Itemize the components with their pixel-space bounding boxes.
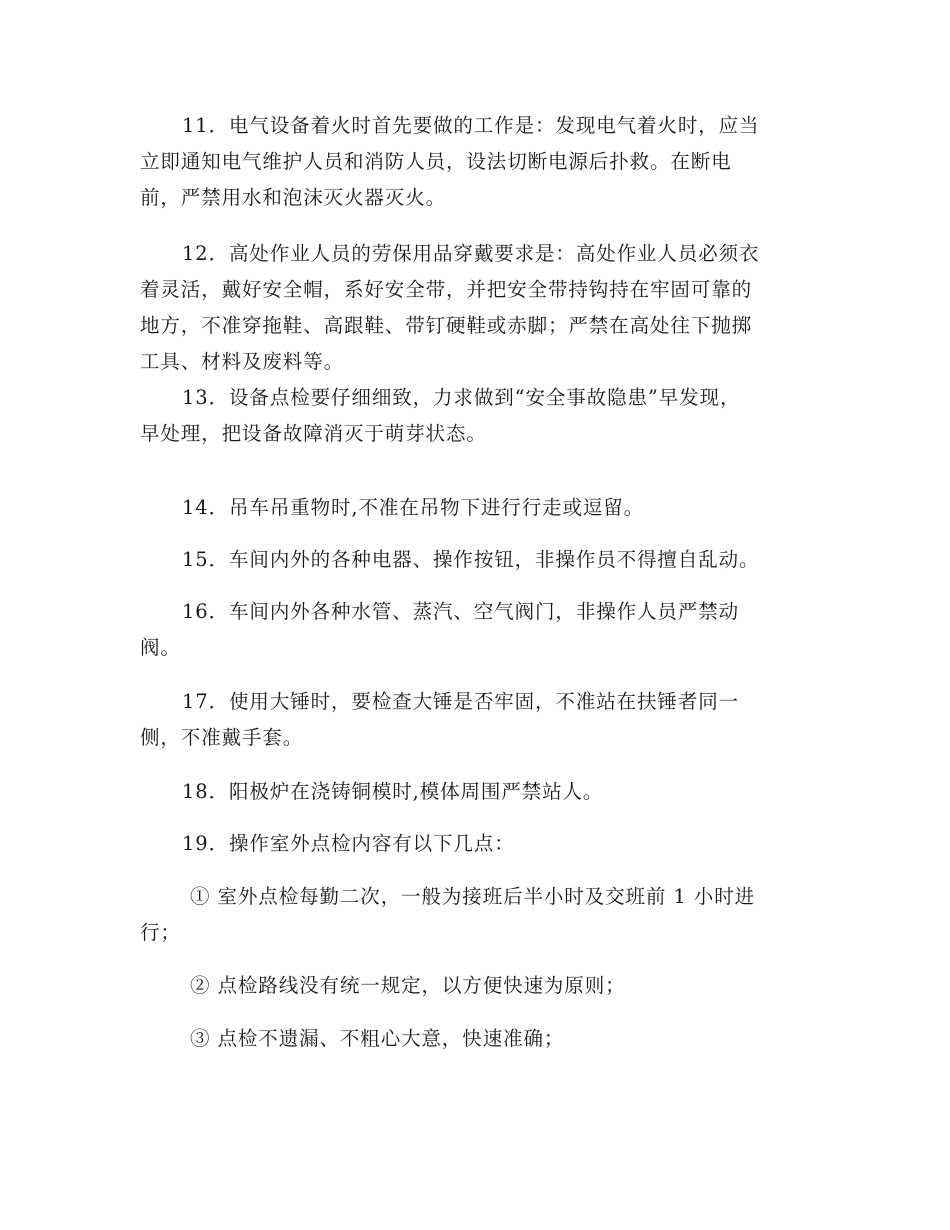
- paragraph-line: 前，严禁用水和泡沫灭火器灭火。: [140, 186, 447, 209]
- paragraph-line: ③ 点检不遗漏、不粗心大意，快速准确；: [190, 1027, 565, 1050]
- paragraph-line: 13．设备点检要仔细细致，力求做到“安全事故隐患”早发现，: [182, 386, 741, 409]
- paragraph-13: [140, 380, 796, 452]
- paragraph-line: ① 室外点检每勤二次，一般为接班后半小时及交班前 1 小时进: [190, 885, 756, 908]
- paragraph-16: [140, 594, 796, 666]
- paragraph-line: 15．车间内外的各种电器、操作按钮，非操作员不得擅自乱动。: [182, 548, 760, 571]
- paragraph-line: 17．使用大锤时，要检查大锤是否牢固，不准站在扶锤者同一: [182, 690, 740, 713]
- paragraph-15: [140, 542, 796, 578]
- list-item-2: [140, 968, 796, 1004]
- paragraph-line: 着灵活，戴好安全帽，系好安全带，并把安全带持钩持在牢固可靠的: [140, 278, 753, 301]
- paragraph-line: 侧，不准戴手套。: [140, 726, 304, 749]
- paragraph-line: ② 点检路线没有统一规定，以方便快速为原则；: [190, 974, 626, 997]
- paragraph-line: 11．电气设备着火时首先要做的工作是：发现电气着火时，应当: [182, 114, 760, 137]
- paragraph-line: 19．操作室外点检内容有以下几点：: [182, 832, 515, 855]
- paragraph-line: 地方，不准穿拖鞋、高跟鞋、带钉硬鞋或赤脚；严禁在高处往下抛掷: [140, 314, 753, 337]
- list-item-3: [140, 1021, 796, 1057]
- paragraph-line: 行；: [140, 921, 181, 944]
- paragraph-line: 早处理，把设备故障消灭于萌芽状态。: [140, 422, 487, 445]
- paragraph-12: [140, 236, 796, 380]
- paragraph-line: 阀。: [140, 636, 181, 659]
- paragraph-line: 工具、材料及废料等。: [140, 350, 345, 373]
- paragraph-line: 立即通知电气维护人员和消防人员，设法切断电源后扑救。在断电: [140, 150, 732, 173]
- paragraph-line: 12．高处作业人员的劳保用品穿戴要求是：高处作业人员必须衣: [182, 242, 760, 265]
- paragraph-14: [140, 490, 796, 526]
- paragraph-11: [140, 108, 796, 216]
- list-item-1: [140, 879, 796, 951]
- paragraph-line: 16．车间内外各种水管、蒸汽、空气阀门，非操作人员严禁动: [182, 600, 740, 623]
- paragraph-line: 18．阳极炉在浇铸铜模时,模体周围严禁站人。: [182, 780, 604, 803]
- paragraph-18: [140, 774, 796, 810]
- paragraph-line: 14．吊车吊重物时,不准在吊物下进行行走或逗留。: [182, 496, 645, 519]
- paragraph-17: [140, 684, 796, 756]
- paragraph-19: [140, 826, 796, 862]
